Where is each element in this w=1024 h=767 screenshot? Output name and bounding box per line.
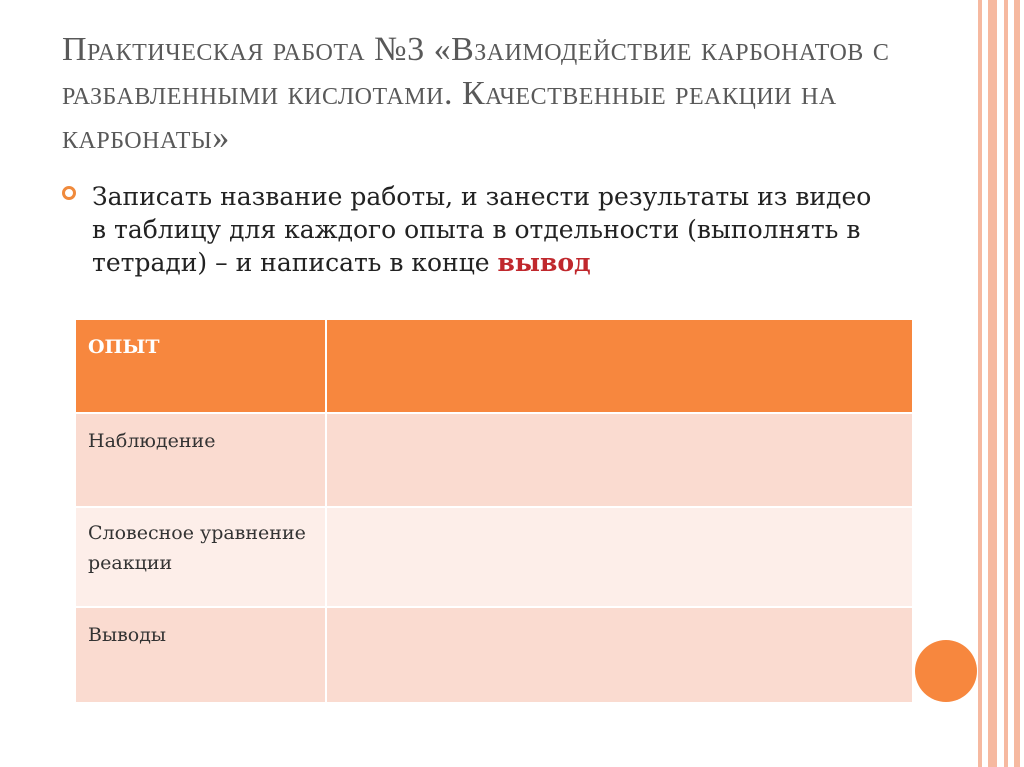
slide-title: Практическая работа №3 «Взаимодействие карбонатов с разбавленными кислотами. Качественные реакции на карбонаты» [62,31,890,156]
row-label: Словесное уравнение реакции [75,507,326,607]
bullet-highlight: вывод [497,248,591,277]
decorative-stripes [974,0,1024,767]
results-table [74,318,914,704]
decorative-circle-icon [915,640,977,702]
table-row [75,413,913,507]
bullet-main-text: Записать название работы, и занести результаты из видео в таблицу для каждого опыта в отдельности (выполнять в тетради) – и написать в конце [92,182,872,277]
table-header-cell: ОПЫТ [75,319,326,413]
table-header-row [75,319,913,413]
row-value [326,607,913,703]
row-value [326,413,913,507]
bullet-circle-icon [62,186,76,200]
bullet-item [62,180,892,279]
row-label: Наблюдение [75,413,326,507]
table-row [75,607,913,703]
table-row [75,507,913,607]
bullet-text [92,180,892,279]
row-value [326,507,913,607]
table-header-cell [326,319,913,413]
row-label: Выводы [75,607,326,703]
